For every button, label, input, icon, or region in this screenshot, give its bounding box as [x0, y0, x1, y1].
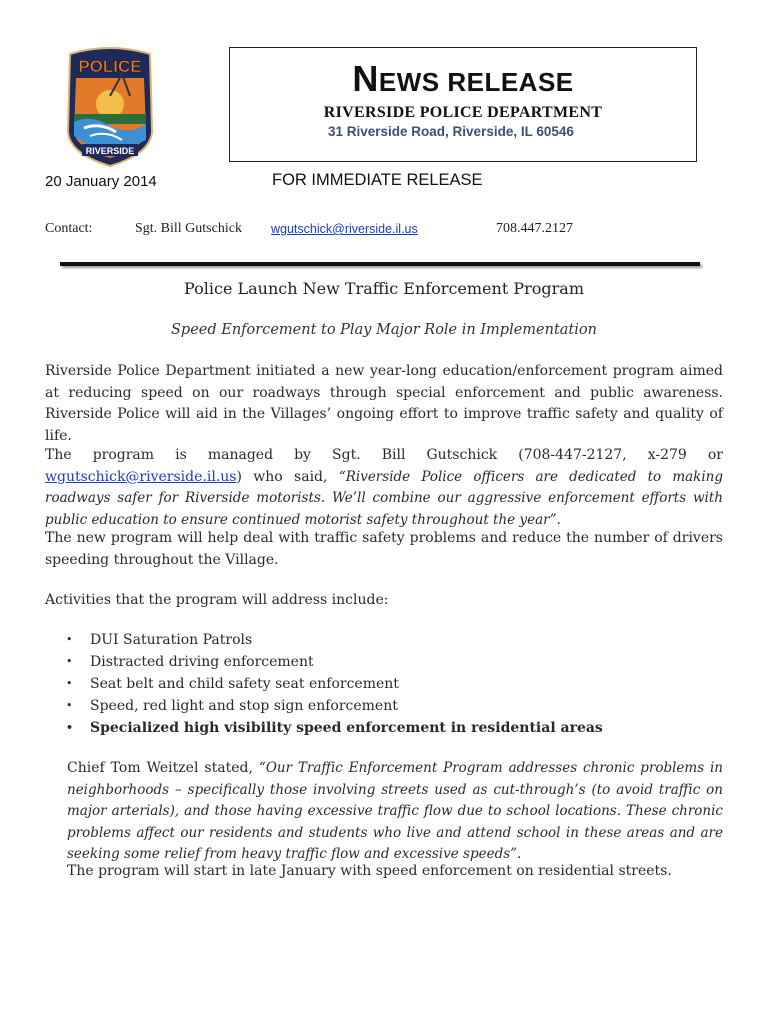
p2-text-a: The program is managed by Sgt. Bill Gutschick (708-447-2127, x-279 or [45, 447, 723, 463]
p2-end: . [556, 511, 561, 528]
p5-end: . [517, 846, 522, 862]
list-item: • Specialized high visibility speed enforcement in residential areas [66, 717, 603, 739]
paragraph-start-date: The program will start in late January with speed enforcement on residential streets. [67, 863, 672, 879]
manager-email-link[interactable]: wgutschick@riverside.il.us [45, 468, 237, 485]
manager-quote: “Riverside Police officers are dedicated to making roadways safer for Riverside motorists. We’ll combine our aggressive enforcement efforts with public education to ensure continued motorist safety throughout the year” [45, 468, 723, 528]
list-item: • Distracted driving enforcement [66, 651, 603, 673]
paragraph-chief-quote [67, 758, 723, 866]
riverside-police-badge-icon [60, 44, 160, 168]
news-release-title [230, 58, 696, 100]
title-initial: N [352, 58, 379, 99]
list-item: • DUI Saturation Patrols [66, 629, 603, 651]
paragraph-manager-quote [45, 445, 723, 531]
contact-phone: 708.447.2127 [496, 221, 573, 236]
article-headline: Police Launch New Traffic Enforcement Program [184, 279, 584, 298]
chief-quote: “Our Traffic Enforcement Program addresses chronic problems in neighborhoods – specifically those involving streets used as cut-through’s (to avoid traffic on major arterials), and those having excessive traffic flow due to school locations. These chronic problems affect our residents and students who live and attend school in these areas and are seeking some relief from heavy traffic flow and excessive speeds” [67, 760, 723, 862]
activities-list [66, 629, 603, 739]
immediate-release-label: FOR IMMEDIATE RELEASE [272, 171, 483, 189]
paragraph-activities-intro: Activities that the program will address include: [45, 592, 389, 608]
p2-text-b: ) who said, [236, 468, 339, 485]
list-item: • Seat belt and child safety seat enforcement [66, 673, 603, 695]
p5-text-a: Chief Tom Weitzel stated, [67, 760, 259, 776]
contact-name: Sgt. Bill Gutschick [135, 221, 242, 236]
department-name: RIVERSIDE POLICE DEPARTMENT [323, 104, 603, 121]
badge-top-text: POLICE [78, 57, 142, 76]
badge-bottom-text: RIVERSIDE [85, 146, 135, 156]
paragraph-program-purpose: The new program will help deal with traffic safety problems and reduce the number of drivers speeding throughout the Village. [45, 530, 723, 568]
contact-label: Contact: [45, 221, 93, 236]
article-subheadline: Speed Enforcement to Play Major Role in Implementation [170, 322, 597, 338]
list-item: • Speed, red light and stop sign enforcement [66, 695, 603, 717]
news-release-header [229, 47, 697, 162]
paragraph-intro: Riverside Police Department initiated a new year-long education/enforcement program aimed at reducing speed on our roadways through special enforcement and public awareness. Riverside Police will aid in the Villages’ ongoing effort to improve traffic safety and quality of life. [45, 363, 723, 444]
release-date: 20 January 2014 [45, 173, 157, 190]
department-address: 31 Riverside Road, Riverside, IL 60546 [328, 124, 574, 139]
header-divider [60, 262, 700, 266]
title-rest: EWS RELEASE [378, 67, 574, 97]
contact-email-link[interactable]: wgutschick@riverside.il.us [271, 222, 418, 236]
